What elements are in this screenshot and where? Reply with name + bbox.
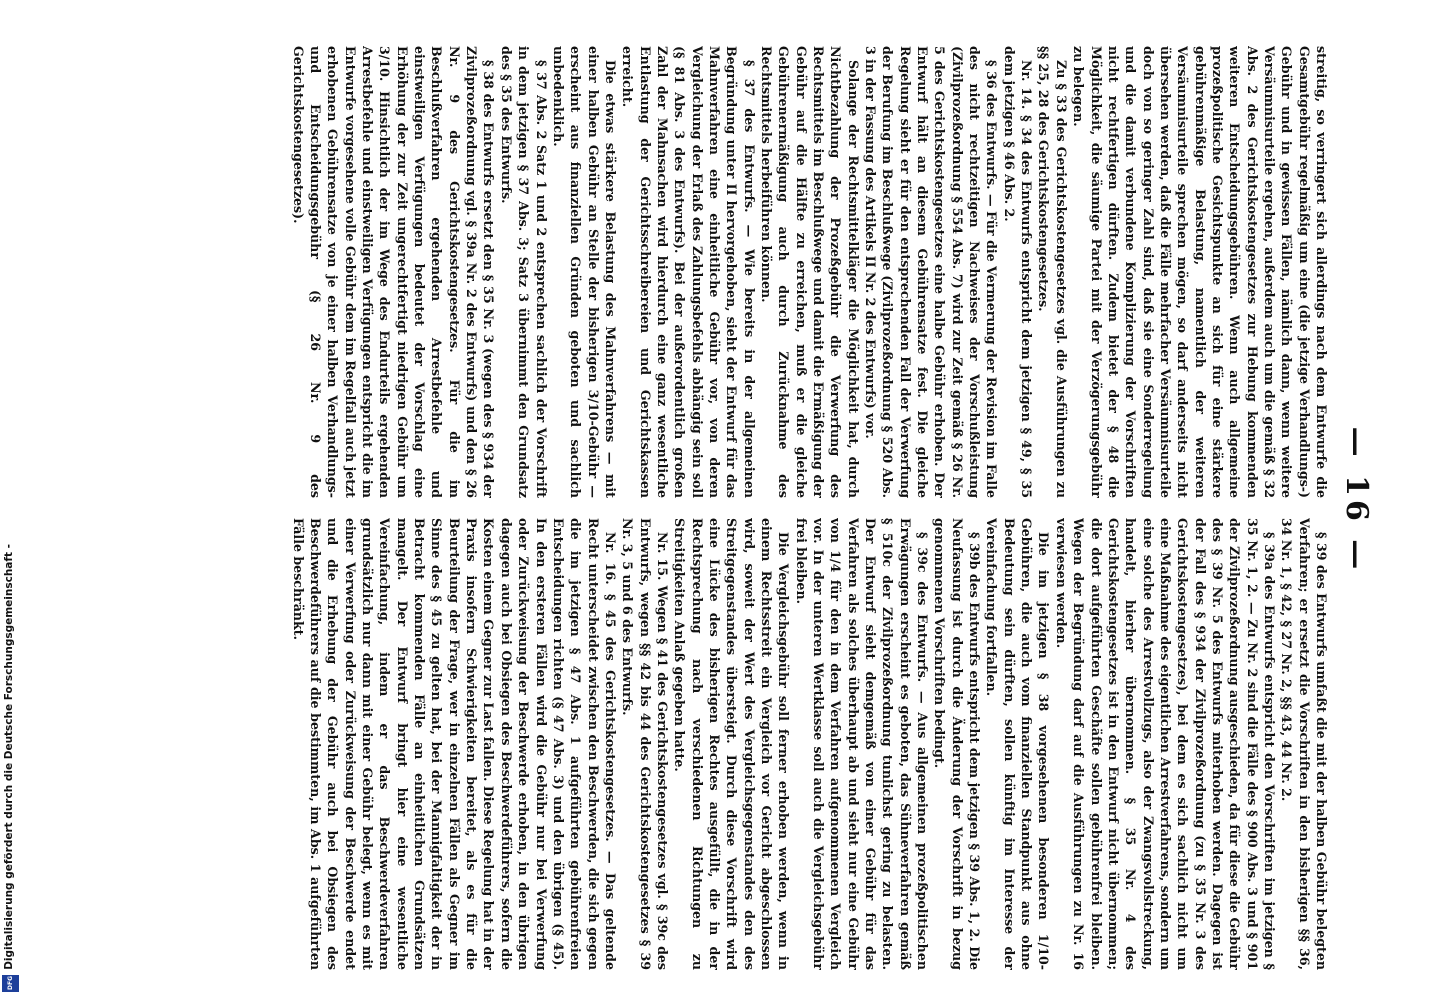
paragraph: § 38 des Entwurfs ersetzt den § 35 Nr. 3 (wegen des § 934 der Zivilprozeßordnung vgl. § 39a Nr. 2 des Entwurfs) und den § 26 Nr. 9 des Gerichtskostengesetzes. Für die im Beschlußverfahren ergehenden Arrestbefehle und einstweiligen Verfügungen bedeutet der Vorschlag eine Erhöhung der zur Zeit ungerechtfertigt niedrigen Gebühr um 3/10. Hinsichtlich der im Wege des Endurteils ergehenden Arrestbefehle und einstweiligen Verfügungen entspricht die im Entwurfe vorgesehene volle Gebühr dem im Regelfall auch jetzt erhobenen Gebührensatze von je einer halben Verhandlungs- und Entscheidungsgebühr (§ 26 Nr. 9 des Gerichtskostengesetzes). (290, 46, 497, 498)
text-column-left (140, 46, 1330, 498)
paragraph: § 39b des Entwurfs entspricht dem jetzigen § 39 Abs. 1, 2. Die Neufassung ist durch die Änderung der Vorschrift in bezug genommenen Vorschriften bedingt. (932, 518, 983, 970)
paragraph: § 37 Abs. 2 Satz 1 und 2 entsprechen sachlich der Vorschrift in dem jetzigen § 37 Abs. 3; Satz 3 übernimmt den Grundsatz des § 35 des Entwurfs. (498, 46, 549, 498)
paragraph: Solange der Rechtsmittelkläger die Möglichkeit hat, durch Nichtbezahlung der Prozeßgebühr die Verwerfung des Rechtsmittels im Beschlußwege und damit die Ermäßigung der Gebühr auf die Hälfte zu erreichen, muß er die gleiche Gebührenermäßigung auch durch Zurücknahme des Rechtsmittels herbeiführen können. (759, 46, 861, 498)
paragraph: Die etwas stärkere Belastung des Mahnverfahrens — mit einer halben Gebühr an Stelle der bisherigen 3/10-Gebühr — erscheint aus finanziellen Gründen geboten und sachlich unbedenklich. (550, 46, 618, 498)
paragraph: Nr. 16. § 45 des Gerichtskostengesetzes. — Das geltende Recht unterscheidet zwischen den Beschwerden, die sich gegen die im jetzigen § 47 Abs. 1 aufgeführten gebührenfreien Entscheidungen richten (§ 47 Abs. 3) und den übrigen (§ 45). In den ersteren Fällen wird die Gebühr nur bei Verwerfung oder Zurückweisung der Beschwerde erhoben, in den übrigen dagegen auch bei Obsiegen des Beschwerdeführers, sofern die Kosten einem Gegner zur Last fallen. Diese Regelung hat in der Praxis insofern Schwierigkeiten bereitet, als es für die Beurteilung der Frage, wer in einzelnen Fällen als Gegner im Sinne des § 45 zu gelten hat, bei der Mannigfaltigkeit der in Betracht kommenden Fälle an einheitlichen Grundsätzen mangelt. Der Entwurf bringt hier eine wesentliche Vereinfachung, indem er das Beschwerdeverfahren grundsätzlich nur dann mit einer Gebühr belegt, wenn es mit einer Verwerfung oder Zurückweisung der Beschwerde endet und die Erhebung der Gebühr auch bei Obsiegen des Beschwerdeführers auf die bestimmten, im Abs. 1 aufgeführten Fälle beschränkt. (290, 518, 618, 970)
dfg-logo-text: DFG (7, 976, 14, 991)
digitization-attribution: Digitalisierung gefördert durch die Deutsche Forschungsgemeinschaft - (3, 544, 15, 970)
paragraph: § 39 des Entwurfs umfaßt die mit der halben Gebühr belegten Verfahren; er ersetzt die Vorschriften in den bisherigen §§ 36, 34 Nr. 1, § 42, § 27 Nr. 2, §§ 43, 44 Nr. 2. (1279, 518, 1329, 970)
text-column-right (140, 518, 1330, 970)
paragraph: Zu § 33 des Gerichtskostengesetzes vgl. die Ausführungen zu §§ 25, 28 des Gerichtskostengesetzes. (1036, 46, 1069, 498)
paragraph: streitig, so verringert sich allerdings nach dem Entwurfe die Gesamtgebühr regelmäßig um eine (die jetzige Verhandlungs-) Gebühr und in gewissen Fällen, nämlich dann, wenn weitere Versäumnisurteile ergehen, außerdem auch um die gemäß § 32 Abs. 2 des Gerichtskostengesetzes zur Hebung kommenden weiteren Entscheidungsgebühren. Wenn auch allgemeine prozeßpolitische Gesichtspunkte an sich für eine stärkere gebührenmäßige Belastung, namentlich der weiteren Versäumnisurteile sprechen mögen, so darf anderseits nicht übersehen werden, daß die Fälle mehrfacher Versäumnisurteile doch von so geringer Zahl sind, daß sie eine Sonderregelung und die damit verbundene Komplizierung der Vorschriften nicht rechtfertigen dürften. Zudem bietet der § 48 die Möglichkeit, die säumige Partei mit der Verzögerungsgebühr zu belegen. (1071, 46, 1329, 498)
paragraph: Nr. 14. § 34 des Entwurfs entspricht dem jetzigen § 49, § 35 dem jetzigen § 46 Abs. 2. (1001, 46, 1035, 498)
paragraph: § 39a des Entwurfs entspricht den Vorschriften im jetzigen § 35 Nr. 1, 2. — Zu Nr. 2 sind die Fälle des § 900 Abs. 3 und § 901 der Zivilprozeßordnung ausgeschieden, da für diese die Gebühr des § 39 Nr. 5 des Entwurfs miterhoben werden. Dagegen ist der Fall des § 934 der Zivilprozeßordnung (zu § 35 Nr. 3 des Gerichtskostengesetzes), bei dem es sich sachlich nicht um eine Maßnahme des eigentlichen Arrestverfahrens, sondern um eine solche des Arrestvollzugs, also der Zwangsvollstreckung, handelt, hierher übernommen. § 35 Nr. 4 des Gerichtskostengesetzes ist in den Entwurf nicht übernommen; die dort aufgeführten Geschäfte sollen gebührenfrei bleiben. Wegen der Begründung darf auf die Ausführungen zu Nr. 16 verwiesen werden. (1053, 518, 1277, 970)
dfg-logo-icon (2, 975, 19, 992)
page-number: — 16 — (1339, 426, 1374, 574)
paragraph: § 39c des Entwurfs. — Aus allgemeinen prozeßpolitischen Erwägungen erscheint es geboten, das Sühneverfahren gemäß § 510c der Zivilprozeßordnung tunlichst gering zu belasten. Der Entwurf sieht demgemäß von einer Gebühr für das Verfahren als solches überhaupt ab und sieht nur eine Gebühr von 1/4 für den in dem Verfahren aufgenommenen Vergleich vor. In der unteren Wertklasse soll auch die Vergleichsgebühr frei bleiben. (793, 518, 931, 970)
paragraph: Die Vergleichsgebühr soll ferner erhoben werden, wenn in einem Rechtsstreit ein Vergleich vor Gericht abgeschlossen wird, soweit der Wert des Vergleichsgegenstandes den des Streitgegenstandes übersteigt. Durch diese Vorschrift wird eine Lücke des bisherigen Rechtes ausgefüllt, die in der Rechtsprechung nach verschiedenen Richtungen zu Streitigkeiten Anlaß gegeben hatte. (672, 518, 792, 970)
paragraph: Die im jetzigen § 38 vorgesehenen besonderen 1/10-Gebühren, die auch vom finanziellen Standpunkt aus ohne Bedeutung sein dürften, sollen künftig im Interesse der Vereinfachung fortfallen. (984, 518, 1052, 970)
paragraph: § 37 des Entwurfs. — Wie bereits in der allgemeinen Begründung unter II hervorgehoben, sieht der Entwurf für das Mahnverfahren eine einheitliche Gebühr vor, von deren Vergleichung der Erlaß des Zahlungsbefehls abhängig sein soll (§ 81 Abs. 3 des Entwurfs). Bei der außerordentlich großen Zahl der Mahnsachen wird hierdurch eine ganz wesentliche Entlastung der Gerichtsschreibereien und Gerichtskassen erreicht. (620, 46, 757, 498)
digitization-footer (0, 0, 26, 1000)
paragraph: § 36 des Entwurfs. — Für die Vermerung der Revision im Falle des nicht rechtzeitigen Nachweises der Vorschußleistung (Zivilprozeßordnung § 554 Abs. 7) wird zur Zeit gemäß § 26 Nr. 5 des Gerichtskostengesetzes eine halbe Gebühr erhoben. Der Entwurf hält an diesem Gebührensatze fest. Die gleiche Regelung sieht er für den entsprechenden Fall der Verwerfung der Berufung im Beschlußwege (Zivilprozeßordnung § 520 Abs. 3 in der Fassung des Artikels II Nr. 2 des Entwurfs) vor. (863, 46, 1000, 498)
paragraph: Nr. 15. Wegen § 41 des Gerichtskostengesetzes vgl. § 39c des Entwurfs, wegen §§ 42 bis 44 des Gerichtskostengesetzes § 39 Nr. 3, 5 und 6 des Entwurfs. (620, 518, 670, 970)
